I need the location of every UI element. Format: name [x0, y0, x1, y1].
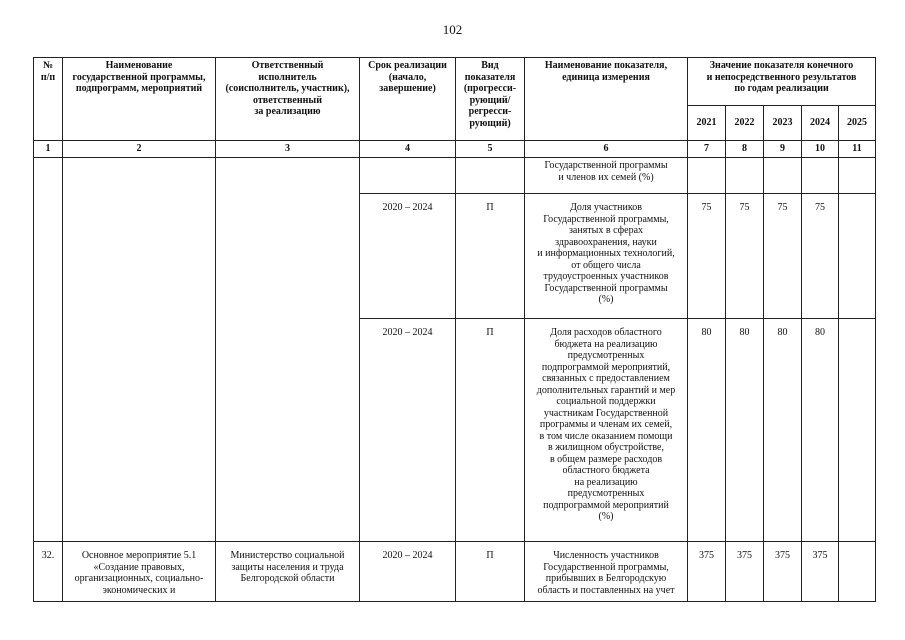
column-number: 7 [688, 141, 726, 158]
header-num: № п/п [34, 58, 63, 141]
column-number: 4 [360, 141, 456, 158]
table-row [34, 158, 876, 194]
period-cell: 2020 – 2024 [360, 542, 456, 602]
header-year: 2022 [726, 106, 764, 141]
indicator-name-cell: Доля расходов областного бюджета на реализацию предусмотренных подпрограммой мероприятий, связанных с предоставлением дополнительных гарантий и мер социальной поддержки участникам Государственной программы и членам их семей, в том числе оказанием помощи в жилищном обустройстве, в общем размере расходов областного бюджета на реализацию предусмотренных подпрограммой мероприятий (%) [525, 319, 688, 542]
header-executor: Ответственный исполнитель (соисполнитель, участник), ответственный за реализацию [216, 58, 360, 141]
column-number: 6 [525, 141, 688, 158]
column-number: 8 [726, 141, 764, 158]
program-indicators-table [33, 57, 876, 602]
column-number: 1 [34, 141, 63, 158]
num-cell: 32. [34, 542, 63, 602]
header-year: 2021 [688, 106, 726, 141]
num-cell [34, 158, 63, 542]
header-year: 2023 [764, 106, 802, 141]
type-cell: П [456, 319, 525, 542]
period-cell: 2020 – 2024 [360, 194, 456, 319]
value-cell: 375 [764, 542, 802, 602]
header-values-group: Значение показателя конечного и непосредственного результатов по годам реализации [688, 58, 876, 106]
value-cell [839, 319, 876, 542]
program-cell [63, 158, 216, 542]
value-cell: 80 [764, 319, 802, 542]
value-cell [764, 158, 802, 194]
page-number: 102 [442, 22, 463, 37]
value-cell: 80 [726, 319, 764, 542]
value-cell: 75 [688, 194, 726, 319]
column-number: 11 [839, 141, 876, 158]
indicator-name-cell: Государственной программы и членов их семей (%) [525, 158, 688, 194]
value-cell [839, 194, 876, 319]
type-cell: П [456, 542, 525, 602]
value-cell [839, 542, 876, 602]
value-cell [688, 158, 726, 194]
value-cell [726, 158, 764, 194]
program-cell: Основное мероприятие 5.1 «Создание правовых, организационных, социально- экономических и [63, 542, 216, 602]
header-year: 2024 [802, 106, 839, 141]
column-number: 10 [802, 141, 839, 158]
table-row [34, 542, 876, 602]
header-year: 2025 [839, 106, 876, 141]
indicator-name-cell: Численность участников Государственной программы, прибывших в Белгородскую область и поставленных на учет [525, 542, 688, 602]
column-number: 3 [216, 141, 360, 158]
header-period: Срок реализации (начало, завершение) [360, 58, 456, 141]
header-indicator-type: Вид показателя (прогресси- рующий/ регресси- рующий) [456, 58, 525, 141]
value-cell: 75 [764, 194, 802, 319]
value-cell: 375 [688, 542, 726, 602]
value-cell: 80 [802, 319, 839, 542]
column-number: 9 [764, 141, 802, 158]
type-cell: П [456, 194, 525, 319]
period-cell: 2020 – 2024 [360, 319, 456, 542]
header-program: Наименование государственной программы, подпрограмм, мероприятий [63, 58, 216, 141]
column-number: 2 [63, 141, 216, 158]
header-indicator-name: Наименование показателя, единица измерения [525, 58, 688, 141]
executor-cell [216, 158, 360, 542]
period-cell [360, 158, 456, 194]
value-cell: 375 [726, 542, 764, 602]
value-cell [839, 158, 876, 194]
value-cell: 75 [726, 194, 764, 319]
executor-cell: Министерство социальной защиты населения и труда Белгородской области [216, 542, 360, 602]
value-cell: 75 [802, 194, 839, 319]
indicator-name-cell: Доля участников Государственной программы, занятых в сферах здравоохранения, науки и информационных технологий, от общего числа трудоустроенных участников Государственной программы (%) [525, 194, 688, 319]
type-cell [456, 158, 525, 194]
value-cell: 375 [802, 542, 839, 602]
column-number: 5 [456, 141, 525, 158]
value-cell [802, 158, 839, 194]
value-cell: 80 [688, 319, 726, 542]
